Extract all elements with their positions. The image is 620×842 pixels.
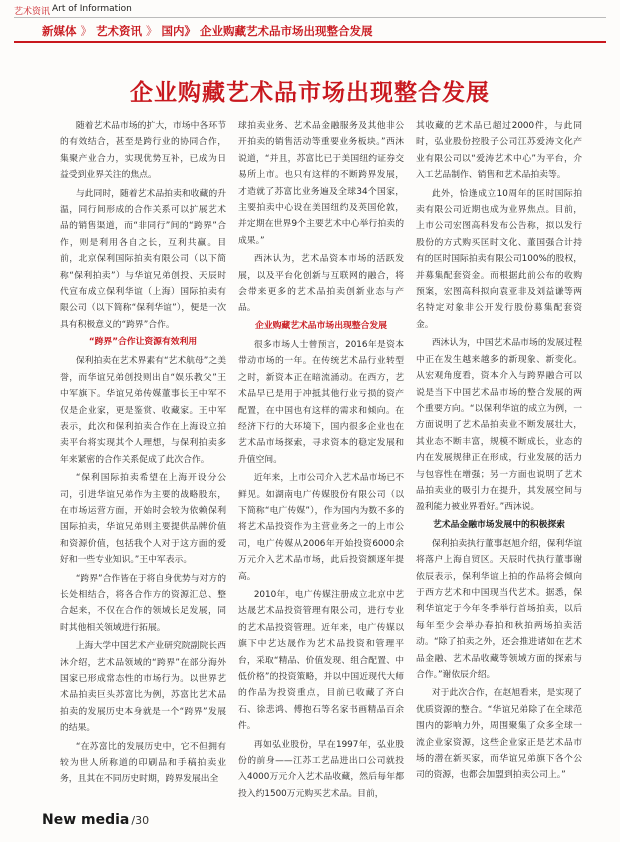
breadcrumb-separator: 》 <box>146 24 158 38</box>
top-header <box>14 4 574 16</box>
breadcrumb-divider <box>14 41 606 43</box>
section-heading: 企业购藏艺术品市场出现整合发展 <box>255 320 387 331</box>
section-tag-cn: 艺术资讯 <box>14 7 51 17</box>
breadcrumb-item-current: 企业购藏艺术品市场出现整合发展 <box>200 24 373 38</box>
article-body <box>60 118 582 806</box>
paragraph: 西沐认为，中国艺术品市场的发展过程中正在发生越来越多的新现象、新变化。从宏观角度看，资本介入与跨界融合可以说是当下中国艺术品市场的整合发展的两个重要方向。“以保利华谊的成立为例，一方面说明了艺术品拍卖业不断发展壮大，其业态不断丰富，规模不断成长，业态的内在发展规律正在形成，行业发展的活力与包容性在增强；另一方面也说明了艺术品拍卖业的吸引力在提升，其发展空间与盈利能力被业界看好。”西沐说。 <box>416 338 582 513</box>
article-title: 企业购藏艺术品市场出现整合发展 <box>130 80 490 106</box>
breadcrumb-item-art-news[interactable]: 艺术资讯 <box>96 24 142 38</box>
breadcrumb-item-new-media[interactable]: 新媒体 <box>42 24 77 38</box>
paragraph: 保利拍卖执行董事赵旭介绍，保利华谊将落户上海自贸区。天辰时代执行董事谢依辰表示，保利华谊上拍的作品将会倾向于西方艺术和中国现当代艺术。据悉，保利华谊定于今年冬季举行首场拍卖，以后每年至少会举办春拍和秋拍两场拍卖活动。“除了拍卖之外，还会推进诸如在艺术品金融、艺术品收藏等领域方面的探索与合作。”谢依辰介绍。 <box>416 538 582 680</box>
breadcrumb <box>42 23 373 39</box>
column-1 <box>60 118 226 806</box>
paragraph: 近年来，上市公司介入艺术品市场已不鲜见。如湖南电广传媒股份有限公司（以下简称“电广传媒”），作为国内为数不多的将艺术品投资作为主营业务之一的上市公司，电广传媒从2006年开始投资6000余万元介入艺术品市场，此后投资额逐年提高。 <box>238 473 404 582</box>
paragraph: 上海大学中国艺术产业研究院副院长西沐介绍，艺术品领域的“跨界”在部分海外国家已形成常态性的市场行为。以世界艺术品拍卖巨头苏富比为例，苏富比艺术品拍卖的发展历史本身就是一个“跨界”发展的结果。 <box>60 641 226 734</box>
paragraph: 其收藏的艺术品已超过2000件，与此同时，弘业股份控股子公司江苏爱涛文化产业有限公司以“爱涛艺术中心”为平台，介入工艺品制作、销售和艺术品拍卖等。 <box>416 121 582 181</box>
paragraph: 再如弘业股份，早在1997年，弘业股份的前身——江苏工艺品进出口公司就投入4000万元介入艺术品收藏，然后每年都投入约1500万元购买艺术品。目前， <box>238 739 404 799</box>
section-tag-en: Art of Information <box>52 4 132 14</box>
paragraph: 对于此次合作，在赵旭看来，是实现了优质资源的整合。“华谊兄弟除了在全球范围内的影响力外，周围聚集了众多全球一流企业家资源，这些企业家正是艺术品市场的潜在新买家，而华谊兄弟旗下各个公司的资源，也都会加盟到拍卖公司上。” <box>416 688 582 781</box>
column-3 <box>416 118 582 806</box>
paragraph: 保利拍卖在艺术界素有“艺术航母”之美誉，而华谊兄弟创投则出自“娱乐教父”王中军旗下。华谊兄弟传媒董事长王中军不仅是企业家，更是鉴赏、收藏家。王中军表示，此次和保利拍卖合作在上海设立拍卖平台将实现其个人理想，与保利拍卖多年来紧密的合作关系促成了此次合作。 <box>60 356 226 465</box>
column-2 <box>238 118 404 806</box>
paragraph: 2010年，电广传媒注册成立北京中艺达晟艺术品投资管理有限公司，进行专业的艺术品投资管理。近年来，电广传媒以旗下中艺达晟作为艺术品投资和管理平台，采取“精品、价值发现、组合配置、中低价格”的投资策略，并以中国近现代大师的作品为投资重点，目前已收藏了齐白石、徐悲鸿、傅抱石等名家书画精品百余件。 <box>238 589 404 732</box>
paragraph: 西沐认为，艺术品资本市场的活跃发展，以及平台化创新与互联网的融合，将会带来更多的艺术品拍卖创新业态与产品。 <box>238 254 404 314</box>
page-number: /30 <box>131 814 150 827</box>
paragraph: “跨界”合作皆在于将自身优势与对方的长处相结合，将各合作方的资源汇总、整合起来，不仅在合作的领域长足发展，同时其他相关领域进行拓展。 <box>60 573 226 633</box>
paragraph: 很多市场人士曾预言，2016年是资本带动市场的一年。在传统艺术品行业转型之时，新资本正在暗流涌动。在西方，艺术品早已是用于冲抵其他行业亏损的资产配置，在中国也有这样的需求和倾向。在经济下行的大环境下，国内很多企业也在艺术品市场探索，寻求资本的稳定发展和升值空间。 <box>238 339 404 465</box>
header-divider <box>14 17 606 18</box>
paragraph: 球拍卖业务、艺术品金融服务及其他非公开拍卖的销售活动等重要业务板块。”西沐说道，“并且，苏富比已于美国纽约证券交易所上市。也只有这样的不断跨界发展，才造就了苏富比业务遍及全球34个国家，主要拍卖中心设在美国纽约及英国伦敦，并定期在世界9个主要艺术中心举行拍卖的成果。” <box>238 121 404 246</box>
footer-brand: New media <box>42 812 130 828</box>
paragraph: “在苏富比的发展历史中，它不但拥有较为世人所称道的印刷品和手稿拍卖业务，且其在不同历史时期，跨界发展出全 <box>60 741 226 785</box>
section-heading: “跨界”合作让资源有效利用 <box>88 337 198 348</box>
paragraph: 随着艺术品市场的扩大，市场中各环节的有效结合，甚至是跨行业的协同合作，集聚产业合力，实现优势互补，已成为日益受到业界关注的焦点。 <box>60 121 226 181</box>
paragraph: 与此同时，随着艺术品拍卖和收藏的升温，同行间形成的合作关系可以扩展艺术品的销售渠道，而“非同行”间的“跨界”合作，则是利用各自之长，互利共赢。目前，北京保利国际拍卖有限公司（以下简称“保利拍卖”）与华谊兄弟创投、天辰时代宣布成立保利华谊（上海）国际拍卖有限公司（以下简称“保利华谊”），便是一次具有积极意义的“跨界”合作。 <box>60 188 226 330</box>
breadcrumb-separator: 》 <box>80 24 92 38</box>
page-footer <box>42 812 149 828</box>
paragraph: 此外，恰逢成立10周年的匡时国际拍卖有限公司近期也成为业界焦点。目前，上市公司宏图高科发布公告称，拟以发行股份的方式购买匡时文化、董国强合计持有的匡时国际拍卖有限公司100%的股权，并募集配套资金。而根据此前公布的收购预案，宏图高科拟向袁亚非及刘益谦等两名特定对象非公开发行股份募集配套资金。 <box>416 188 582 330</box>
breadcrumb-item-domestic[interactable]: 国内》 <box>161 24 196 38</box>
section-heading: 艺术品金融市场发展中的积极探索 <box>433 519 565 530</box>
paragraph: “保利国际拍卖希望在上海开设分公司，引进华谊兄弟作为主要的战略股东，在市场运营方面，开始时会较为依赖保利国际拍卖，华谊兄弟则主要提供品牌价值和资源价值，包括我个人对于这方面的爱好和一些专业知识。”王中军表示。 <box>60 473 226 566</box>
